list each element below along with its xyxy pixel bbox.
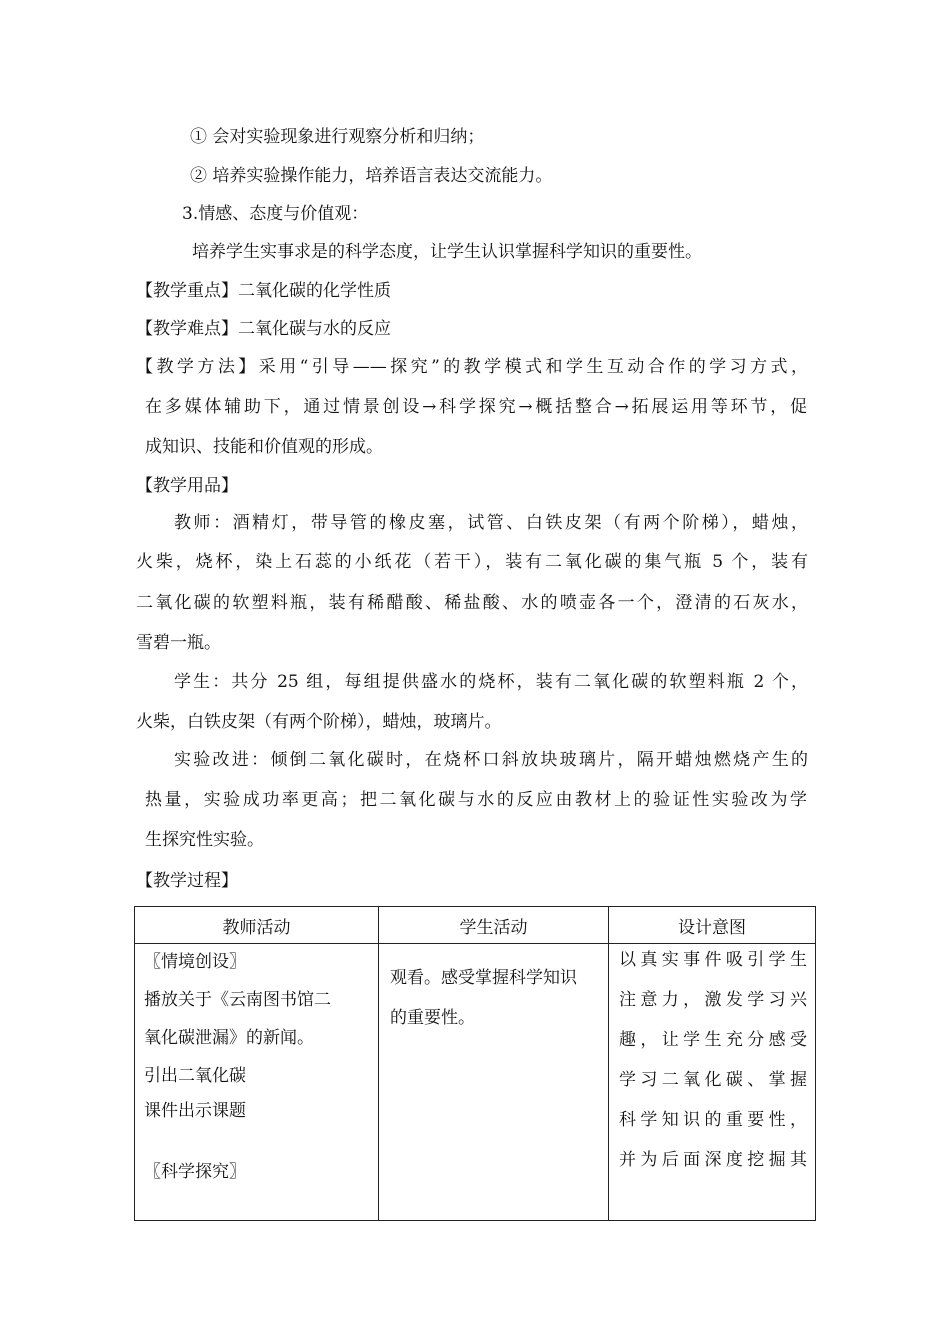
intent-line: 注意力，激发学习兴 bbox=[619, 990, 807, 1010]
table-header-row bbox=[135, 907, 816, 944]
intent-line: 科学知识的重要性， bbox=[619, 1110, 807, 1130]
experiment-improvement-line-3: 生探究性实验。 bbox=[145, 830, 264, 850]
teacher-line: 氧化碳泄漏》的新闻。 bbox=[144, 1028, 314, 1048]
objective-item-1: ① 会对实验现象进行观察分析和归纳； bbox=[190, 127, 485, 147]
teaching-method-line-2: 在多媒体辅助下，通过情景创设→科学探究→概括整合→拓展运用等环节，促 bbox=[145, 397, 807, 417]
design-intent-cell bbox=[609, 944, 816, 1221]
header-teacher-activity: 教师活动 bbox=[135, 907, 379, 944]
process-heading: 【教学过程】 bbox=[136, 871, 238, 891]
teacher-supplies-line-4: 雪碧一瓶。 bbox=[136, 633, 221, 653]
intent-line: 趣，让学生充分感受 bbox=[619, 1030, 807, 1050]
intent-line: 并为后面深度挖掘其 bbox=[619, 1150, 807, 1170]
table-row bbox=[135, 944, 816, 1221]
teaching-method-line-1: 【教学方法】采用“引导——探究”的教学模式和学生互动合作的学习方式， bbox=[136, 357, 808, 377]
teacher-line: 播放关于《云南图书馆二 bbox=[144, 990, 331, 1010]
attitude-text: 培养学生实事求是的科学态度，让学生认识掌握科学知识的重要性。 bbox=[192, 242, 702, 262]
teaching-method-line-3: 成知识、技能和价值观的形成。 bbox=[145, 437, 383, 457]
student-activity-cell bbox=[379, 944, 609, 1221]
teacher-line: 〖情境创设〗 bbox=[144, 952, 246, 972]
experiment-improvement-line-2: 热量，实验成功率更高；把二氧化碳与水的反应由教材上的验证性实验改为学 bbox=[145, 790, 807, 810]
teacher-line: 引出二氧化碳 bbox=[144, 1066, 246, 1086]
experiment-improvement-line-1: 实验改进：倾倒二氧化碳时，在烧杯口斜放块玻璃片，隔开蜡烛燃烧产生的 bbox=[174, 750, 808, 770]
objective-item-2: ② 培养实验操作能力，培养语言表达交流能力。 bbox=[190, 166, 553, 186]
student-line: 观看。感受掌握科学知识 bbox=[390, 968, 577, 988]
teacher-line: 〖科学探究〗 bbox=[144, 1162, 246, 1182]
student-supplies-line-1: 学生：共分 25 组，每组提供盛水的烧杯，装有二氧化碳的软塑料瓶 2 个， bbox=[174, 672, 808, 692]
intent-line: 学习二氧化碳、掌握 bbox=[619, 1070, 807, 1090]
teacher-supplies-line-1: 教师：酒精灯，带导管的橡皮塞，试管、白铁皮架（有两个阶梯），蜡烛， bbox=[174, 513, 808, 533]
header-design-intent: 设计意图 bbox=[609, 907, 816, 944]
header-student-activity: 学生活动 bbox=[379, 907, 609, 944]
student-line: 的重要性。 bbox=[390, 1008, 475, 1028]
teacher-activity-cell bbox=[135, 944, 379, 1221]
teacher-supplies-line-2: 火柴，烧杯，染上石蕊的小纸花（若干），装有二氧化碳的集气瓶 5 个，装有 bbox=[136, 552, 808, 572]
supplies-heading: 【教学用品】 bbox=[136, 476, 238, 496]
teaching-process-table bbox=[134, 906, 816, 1221]
student-supplies-line-2: 火柴，白铁皮架（有两个阶梯），蜡烛，玻璃片。 bbox=[136, 712, 502, 732]
teaching-difficulty: 【教学难点】二氧化碳与水的反应 bbox=[136, 319, 391, 339]
section-heading-attitude: 3.情感、态度与价值观： bbox=[182, 204, 369, 224]
intent-line: 以真实事件吸引学生 bbox=[619, 950, 807, 970]
teacher-supplies-line-3: 二氧化碳的软塑料瓶，装有稀醋酸、稀盐酸、水的喷壶各一个，澄清的石灰水， bbox=[136, 593, 808, 613]
teaching-focus: 【教学重点】二氧化碳的化学性质 bbox=[136, 281, 391, 301]
teacher-line: 课件出示课题 bbox=[144, 1101, 246, 1121]
